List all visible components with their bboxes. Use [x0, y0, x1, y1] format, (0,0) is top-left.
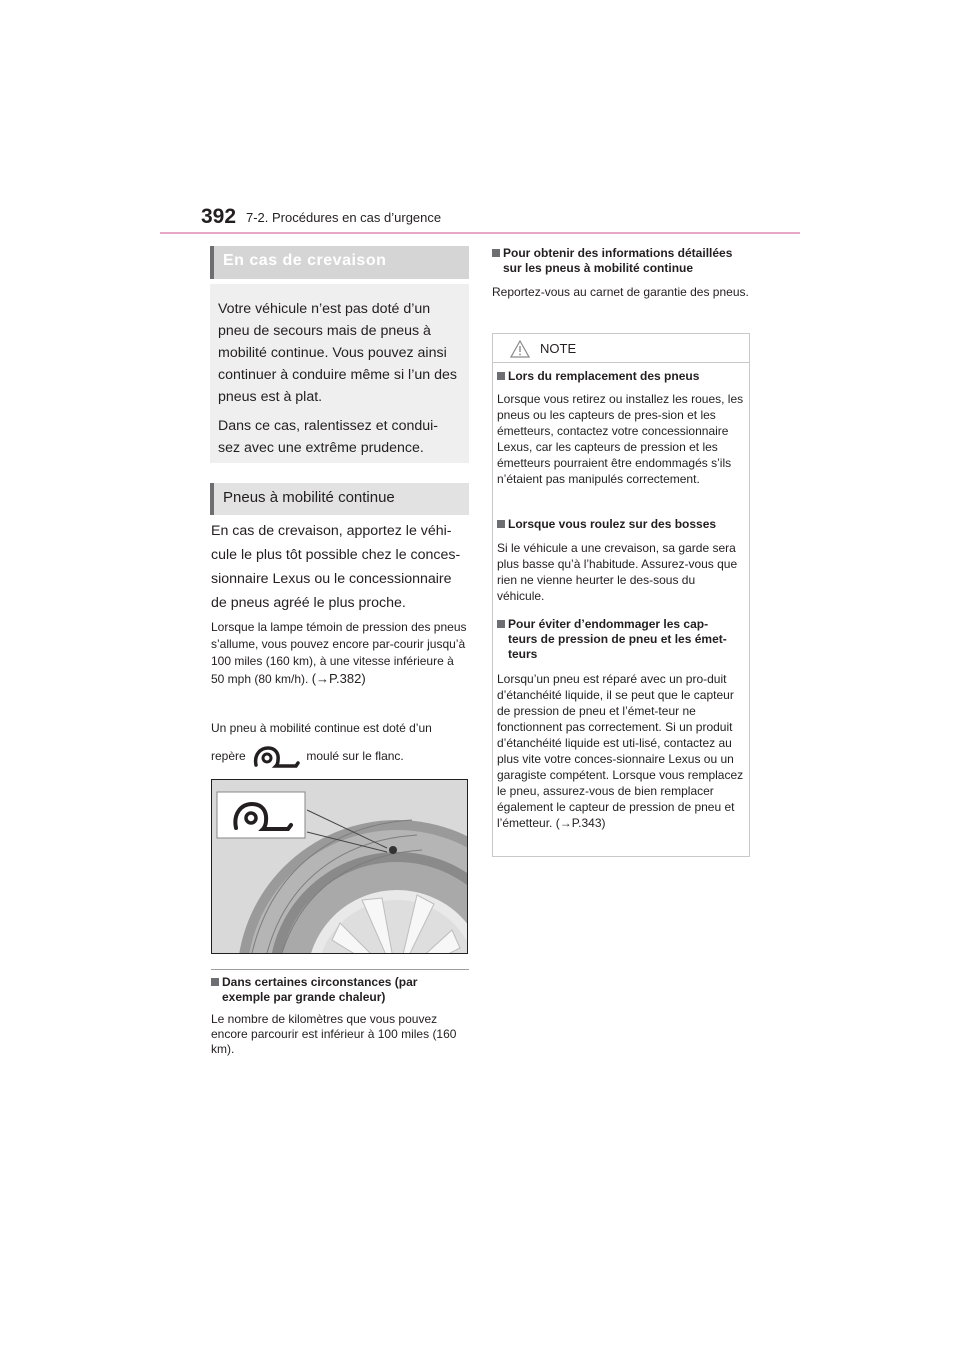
mark-paragraph-line-2	[211, 745, 469, 769]
bullet-heading-line-1: Pour obtenir des informations détaillées	[503, 246, 733, 260]
distance-paragraph: Le nombre de kilomètres que vous pouvez encore parcourir est inférieur à 100 miles (160 km).	[211, 1012, 457, 1056]
warranty-paragraph: Reportez-vous au carnet de garantie des pneus.	[492, 285, 749, 299]
lamp-text: Lorsque la lampe témoin de pression des pneus s’allume, vous pouvez encore par-courir jusqu’à 100 miles (160 km), à une vitesse inférieure à 50 mph (80 km/h).	[211, 620, 467, 686]
bullet-square-icon	[497, 620, 505, 628]
header-divider	[160, 232, 800, 234]
section-banner	[210, 246, 469, 279]
subsection-heading	[210, 483, 469, 515]
intro-paragraph-1: Votre véhicule n’est pas doté d’un pneu de secours mais de pneus à mobilité continue. Vous pouvez ainsi continuer à conduire même si l’un des pneus est à plat.	[218, 301, 457, 405]
bullet-square-icon	[492, 249, 500, 257]
bullet-heading-line-2: exemple par grande chaleur)	[222, 990, 386, 1004]
bullet-heading-conditions	[211, 975, 469, 1005]
tire-illustration	[211, 779, 468, 954]
intro-paragraph-2: Dans ce cas, ralentissez et condui-sez avec une extrême prudence.	[218, 418, 439, 456]
note-heading-sensors	[497, 617, 745, 662]
note-heading-text: Lors du remplacement des pneus	[508, 369, 700, 383]
intro-box	[210, 284, 469, 463]
bullet-heading-info	[492, 246, 750, 276]
section-title: 7-2. Procédures en cas d’urgence	[246, 210, 442, 225]
page-number: 392	[201, 205, 237, 228]
note-label: NOTE	[540, 341, 577, 356]
mark-text-before: repère	[211, 749, 246, 764]
page-reference-link[interactable]: (→P.382)	[311, 671, 366, 686]
note-heading-line-2: teurs de pression de pneu et les émet-	[508, 632, 727, 646]
note-paragraph-tire-replacement: Lorsque vous retirez ou installez les roues, les pneus ou les capteurs de pres-sion et les émetteurs, contactez votre concessionnaire Lexus, car les capteurs de pression et les émetteurs pourraient être endommagés s’ils n’étaient pas manipulés correctement.	[497, 392, 744, 486]
tire-sidewall-image	[212, 780, 467, 953]
lamp-paragraph	[211, 619, 469, 688]
subsection-title: Pneus à mobilité continue	[223, 489, 395, 506]
note-heading-line-1: Pour éviter d’endommager les cap-	[508, 617, 709, 631]
mark-paragraph-line-1: Un pneu à mobilité continue est doté d’un	[211, 721, 432, 735]
note-heading-bumps	[497, 517, 745, 532]
crevaison-paragraph: En cas de crevaison, apportez le véhi-cule le plus tôt possible chez le conces-sionnaire Lexus ou le concessionnaire de pneus agréé le plus proche.	[211, 523, 461, 611]
note-paragraph-sensors: Lorsqu’un pneu est réparé avec un pro-duit d’étanchéité liquide, il se peut que le capteur de pression de pneu et l’émet-teur ne fonctionnent pas correctement. Si un produit d’étanchéité liquide est uti-lisé, contactez au plus vite votre conces-sionnaire Lexus ou un garagiste compétent. Lorsque vous remplacez le pneu, assurez-vous de bien remplacer également le capteur de pression de pneu et l’émetteur. (→P.343)	[497, 672, 744, 830]
bullet-heading-line-2: sur les pneus à mobilité continue	[503, 261, 694, 275]
note-paragraph-bumps: Si le véhicule a une crevaison, sa garde sera plus basse qu’à l’habitude. Assurez-vous que rien ne vienne heurter le des-sous du véhicule.	[497, 541, 738, 603]
note-heading-tire-replacement	[497, 369, 745, 384]
note-header	[493, 334, 749, 363]
note-box	[492, 333, 750, 857]
note-heading-line-3: teurs	[508, 647, 538, 661]
bullet-square-icon	[497, 520, 505, 528]
bullet-square-icon	[211, 978, 219, 986]
warning-triangle-icon	[510, 340, 530, 358]
note-heading-text: Lorsque vous roulez sur des bosses	[508, 517, 717, 531]
figure-divider	[211, 969, 469, 970]
run-flat-mark-icon	[252, 745, 300, 769]
bullet-square-icon	[497, 372, 505, 380]
banner-title: En cas de crevaison	[223, 252, 387, 269]
bullet-heading-line-1: Dans certaines circonstances (par	[222, 975, 418, 989]
mark-text-after: moulé sur le flanc.	[306, 749, 404, 764]
